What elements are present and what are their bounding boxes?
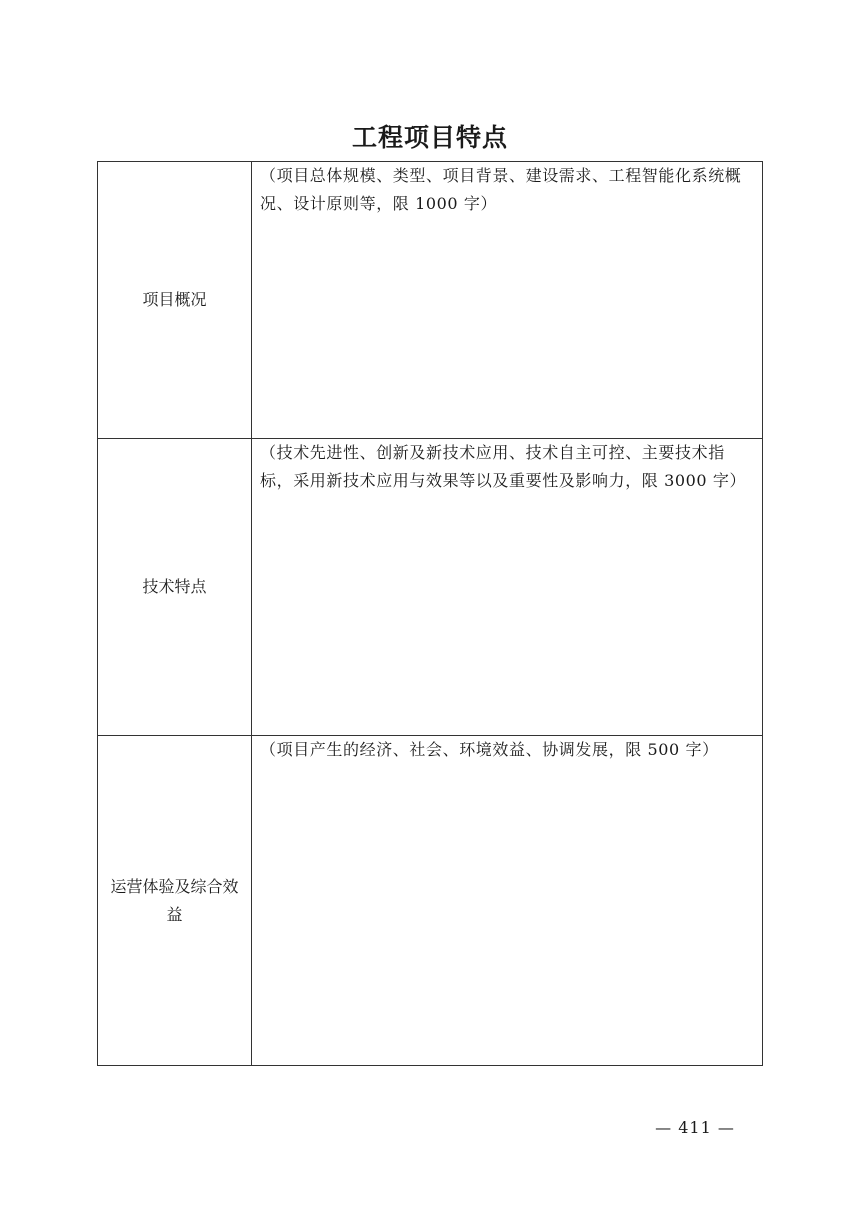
instruction-text-overview: （项目总体规模、类型、项目背景、建设需求、工程智能化系统概况、设计原则等，限 1000 字） [260, 166, 742, 213]
row-label-benefits: 运营体验及综合效益 [98, 736, 252, 1066]
page-title: 工程项目特点 [351, 123, 508, 152]
content-cell-technical [252, 439, 763, 736]
table-row-technical [98, 439, 763, 736]
table-row-overview [98, 162, 763, 439]
project-features-table [97, 161, 763, 1066]
content-cell-overview [252, 162, 763, 439]
instruction-text-technical: （技术先进性、创新及新技术应用、技术自主可控、主要技术指标，采用新技术应用与效果等以及重要性及影响力，限 3000 字） [260, 443, 747, 490]
row-label-overview: 项目概况 [98, 162, 252, 439]
content-cell-benefits [252, 736, 763, 1066]
row-label-technical: 技术特点 [98, 439, 252, 736]
instruction-text-benefits: （项目产生的经济、社会、环境效益、协调发展，限 500 字） [260, 740, 719, 759]
page-number: — 411 — [655, 1118, 735, 1137]
table-row-benefits [98, 736, 763, 1066]
